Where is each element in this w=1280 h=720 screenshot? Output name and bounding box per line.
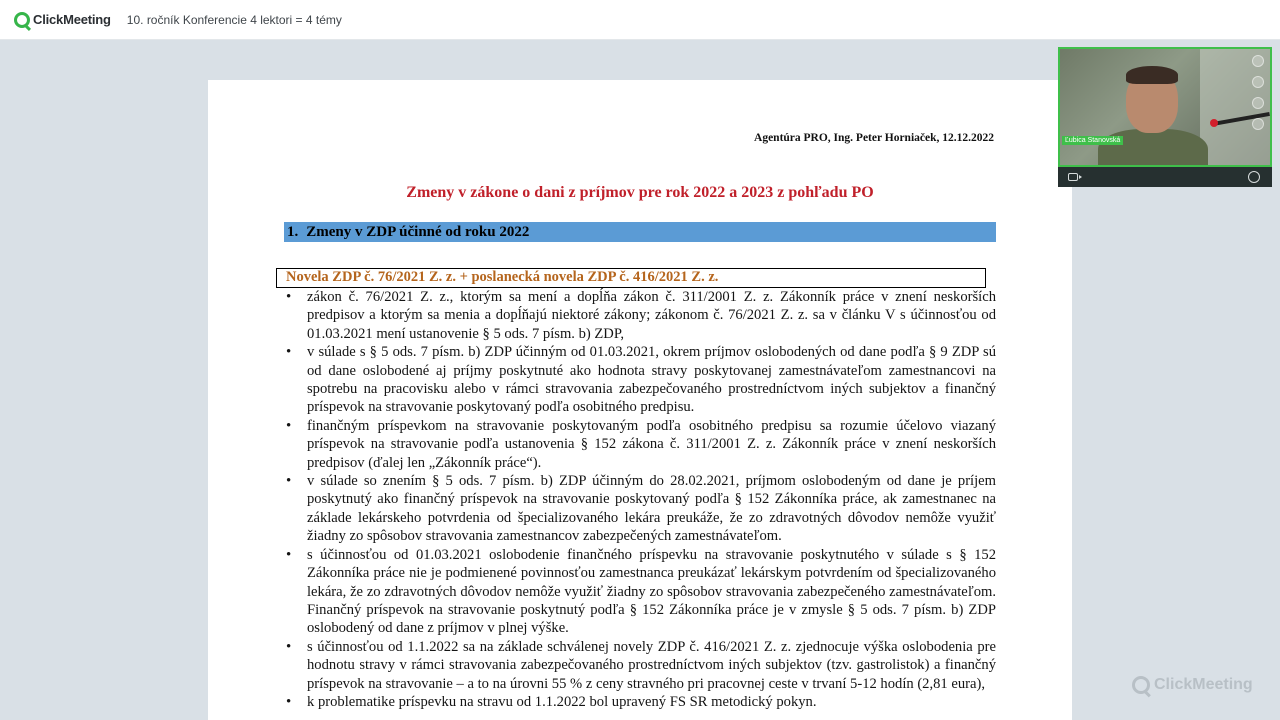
list-item: • k problematike príspevku na stravu od 1.1.2022 bol upravený FS SR metodický pokyn. — [284, 693, 996, 711]
document-title: Zmeny v zákone o dani z príjmov pre rok 2022 a 2023 z pohľadu PO — [406, 184, 874, 201]
presenter-video-tile[interactable] — [1058, 47, 1272, 187]
tile-controls — [1252, 55, 1264, 130]
list-item: • v súlade s § 5 ods. 7 písm. b) ZDP účinným od 01.03.2021, okrem príjmov oslobodených od dane podľa § 9 ZDP sú od dane oslobodené aj príjmy poskytnuté ako hodnota stravy poskytovanej zamestnávateľom zamestnancovi na spotrebu na pracovisku alebo v rámci stravovania zabezpečovaného prostredníctvom iných subjektov a finančný príspevok na stravovanie poskytovaný podľa osobitného predpisu. — [284, 343, 996, 417]
video-tile-toolbar — [1058, 167, 1272, 187]
watermark-logo-icon — [1132, 676, 1150, 694]
subsection-heading: Novela ZDP č. 76/2021 Z. z. + poslanecká novela ZDP č. 416/2021 Z. z. — [276, 268, 986, 288]
logo-text: ClickMeeting — [33, 12, 111, 27]
shared-document-page — [208, 80, 1072, 720]
pin-icon[interactable] — [1252, 97, 1264, 109]
section-number: 1. — [287, 224, 299, 240]
list-item: • v súlade so znením § 5 ods. 7 písm. b) ZDP účinným do 28.02.2021, príjmom oslobodeným od dane je príjem poskytnutý ako finančný príspevok na stravovanie poskytovaný podľa § 152 Zákonníka práce, ak zamestnanec na základe lekárskeho potvrdenia od špecializovaného lekára preukáže, že zo zdravotných dôvodov nemôže využiť žiadny zo spôsobov stravovania zamestnancov zabezpečených zamestnávateľom. — [284, 472, 996, 546]
list-item: • s účinnosťou od 1.1.2022 sa na základe schválenej novely ZDP č. 416/2021 Z. z. zjednocuje výška oslobodenia pre hodnotu stravy v rámci stravovania zabezpečovaného prostredníctvom iných subjektov (tzv. gastrolistok) a finančný príspevok na stravovanie – a to na úrovni 55 % z ceny stravného pri pracovnej ceste v trvaní 5-12 hodín (2,81 eura), — [284, 638, 996, 693]
list-item: • s účinnosťou od 01.03.2021 oslobodenie finančného príspevku na stravovanie poskytnutého v súlade s § 152 Zákonníka práce nie je podmienené povinnosťou zamestnanca preukázať lekárskym potvrdením od špecializovaného lekára, že zo zdravotných dôvodov nemôže využiť žiadny zo spôsobov stravovania zabezpečeného zamestnávateľom. Finančný príspevok na stravovanie poskytnutý podľa § 152 Zákonníka práce je v zmysle § 5 ods. 7 písm. b) ZDP oslobodený od dane z príjmov v plnej výške. — [284, 546, 996, 638]
fullscreen-icon[interactable] — [1252, 118, 1264, 130]
list-item: • finančným príspevkom na stravovanie poskytovaným podľa osobitného predpisu sa rozumie účelovo viazaný príspevok na stravovanie podľa ustanovenia § 152 zákona č. 311/2001 Z. z. Zákonník práce v znení neskorších predpisov (ďalej len „Zákonník práce“). — [284, 417, 996, 472]
presenter-hair — [1126, 66, 1178, 84]
presenter-video — [1058, 47, 1272, 167]
list-item: • zákon č. 76/2021 Z. z., ktorým sa mení a dopĺňa zákon č. 311/2001 Z. z. Zákonník práce v znení neskorších predpisov a ktorým sa menia a dopĺňajú niektoré zákony; zákonom č. 76/2021 Z. z. sa v článku V s účinnosťou od 01.03.2021 mení ustanovenie § 5 ods. 7 písm. b) ZDP, — [284, 288, 996, 343]
microphone-head — [1210, 119, 1218, 127]
presenter-body — [1098, 129, 1208, 167]
section-label: Zmeny v ZDP účinné od roku 2022 — [306, 224, 530, 240]
clickmeeting-logo[interactable] — [14, 12, 111, 28]
chat-icon[interactable] — [1248, 171, 1260, 183]
clickmeeting-logo-icon — [14, 12, 30, 28]
top-bar — [0, 0, 1280, 40]
watermark-text: ClickMeeting — [1154, 676, 1253, 693]
clickmeeting-watermark — [1132, 676, 1253, 694]
section-heading — [284, 222, 996, 242]
bullet-list — [284, 288, 996, 711]
event-title: 10. ročník Konferencie 4 lektori = 4 témy — [126, 12, 342, 27]
document-header: Agentúra PRO, Ing. Peter Horniaček, 12.12.2022 — [754, 132, 994, 144]
menu-icon[interactable] — [1252, 76, 1264, 88]
presenter-name-label: Ľubica Stanovská — [1062, 136, 1123, 145]
mic-status-icon[interactable] — [1252, 55, 1264, 67]
camera-icon[interactable] — [1068, 173, 1078, 181]
